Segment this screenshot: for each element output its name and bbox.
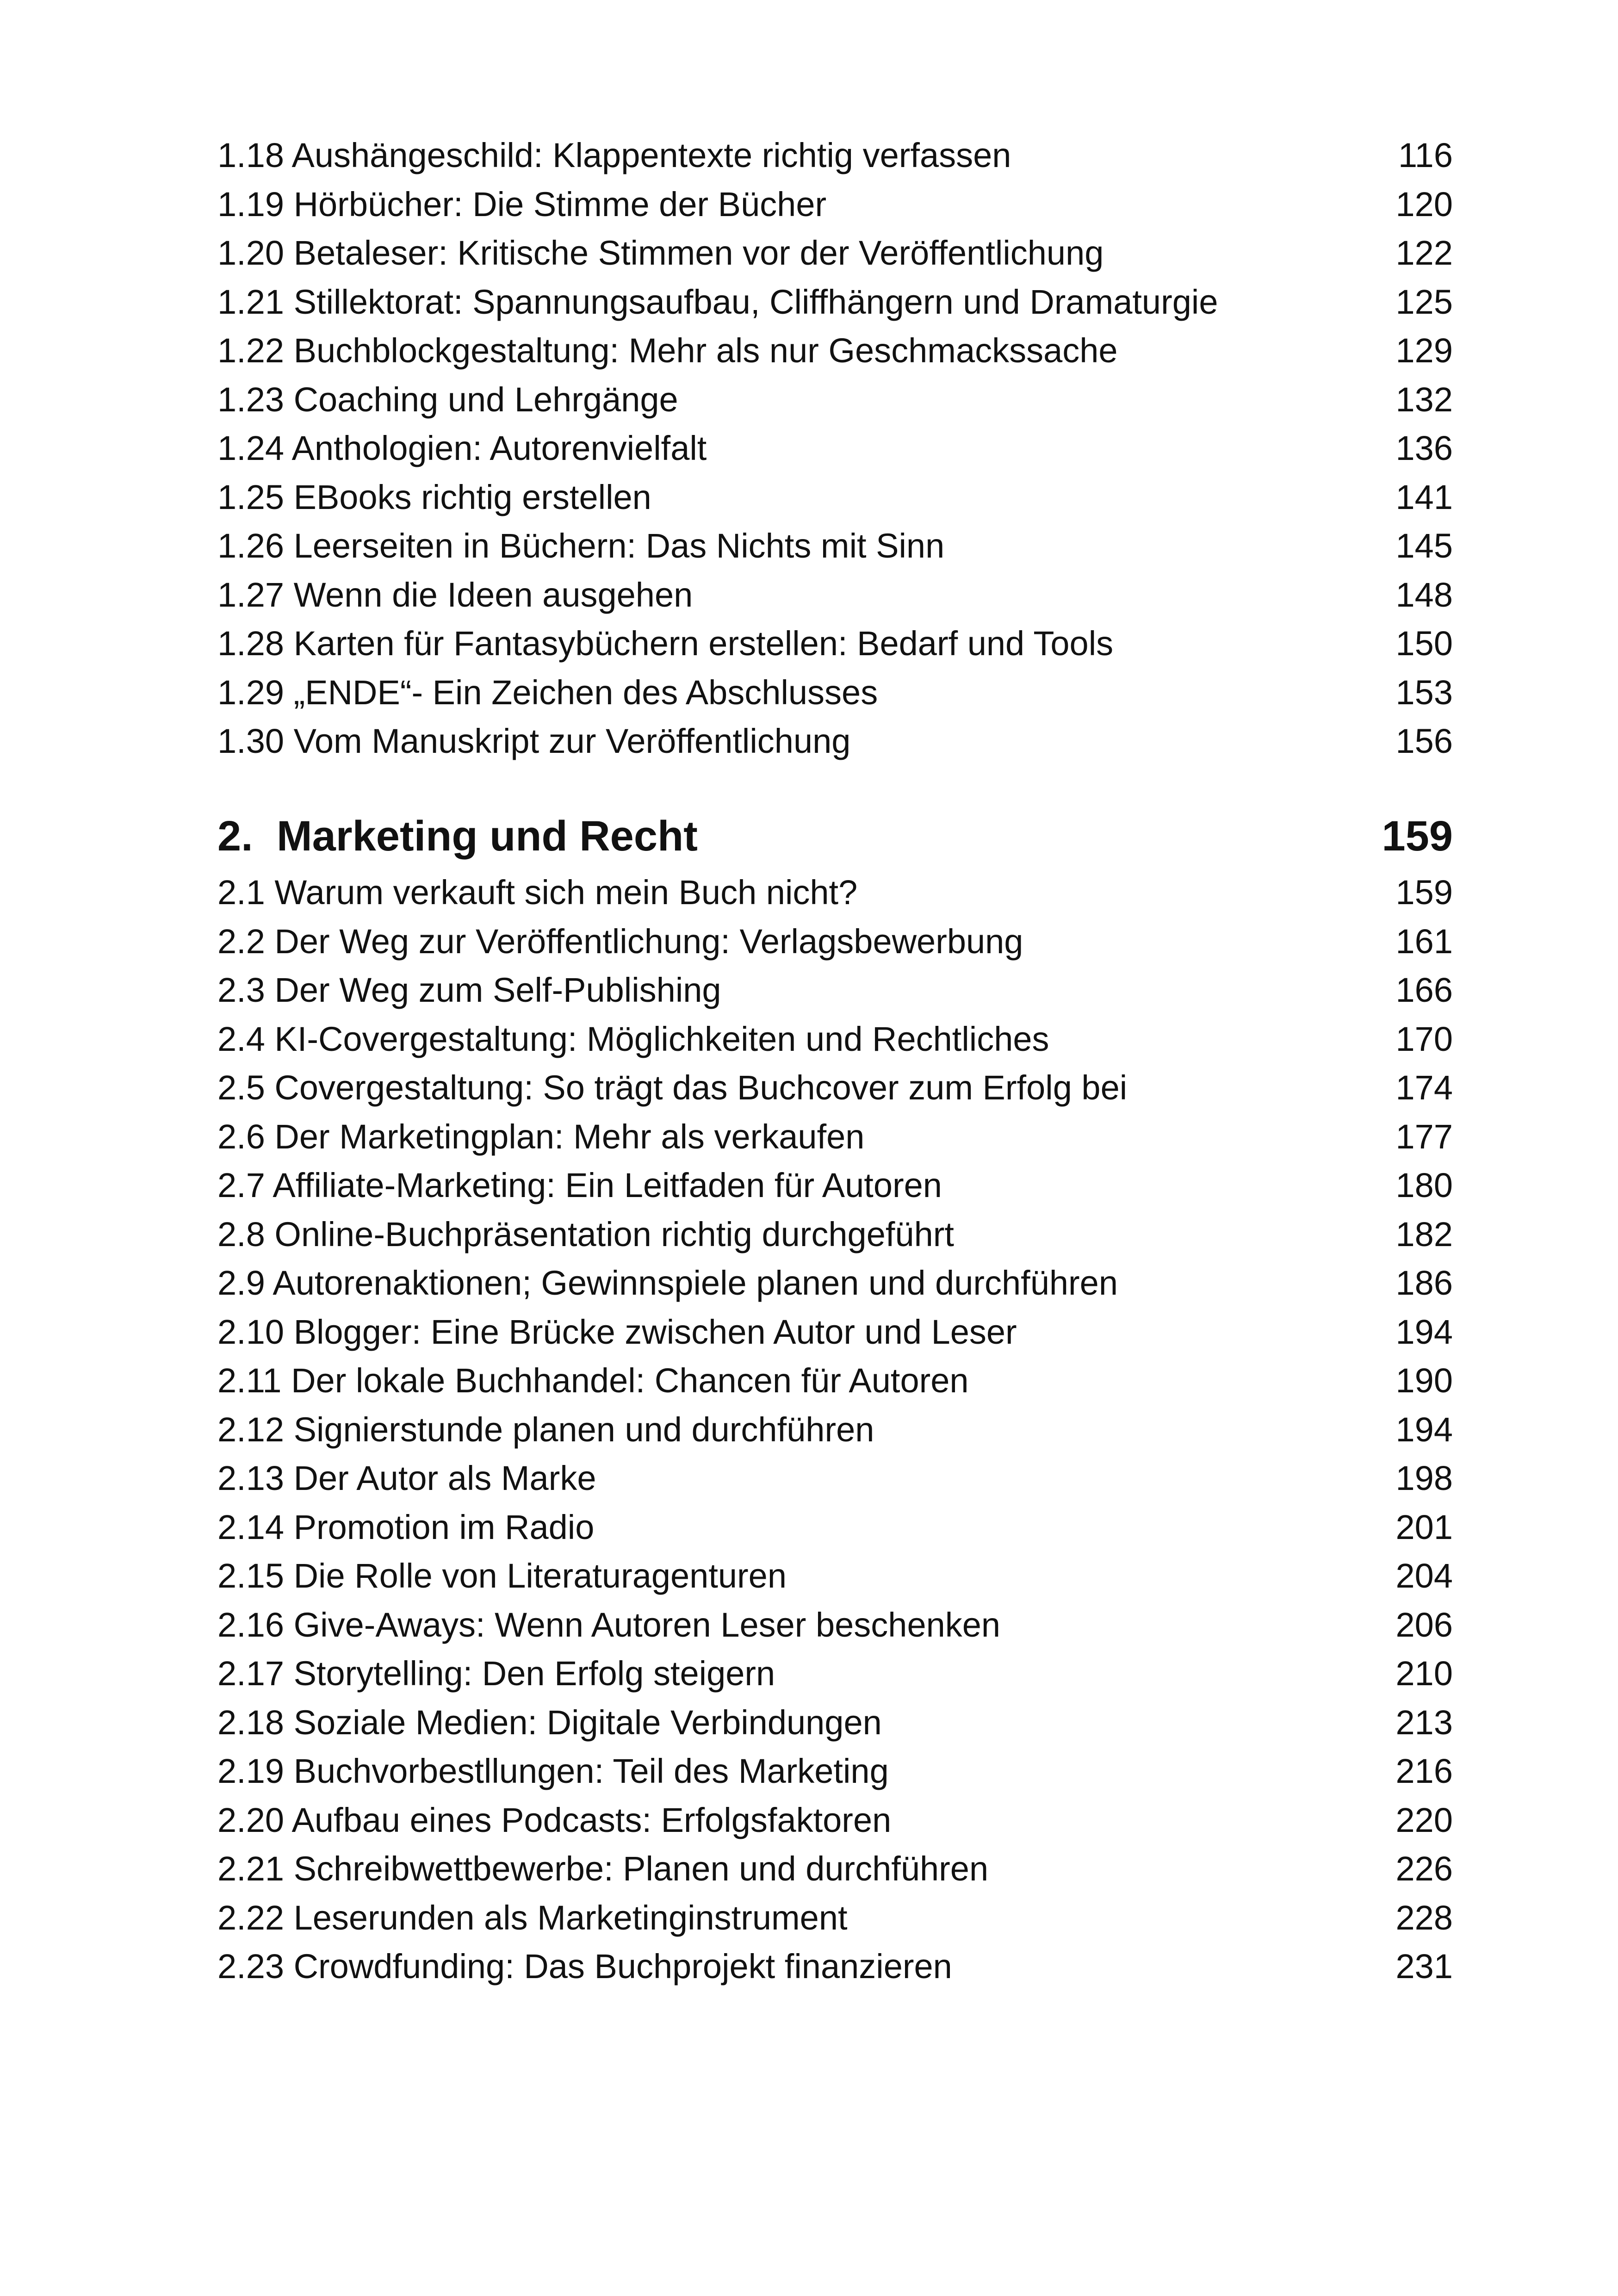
toc-entry-title: 2.1 Warum verkauft sich mein Buch nicht?	[217, 873, 858, 912]
toc-entry-page: 213	[1395, 1703, 1453, 1742]
toc-entry-page: 141	[1395, 478, 1453, 516]
toc-entry	[217, 868, 1453, 917]
toc-section-2-list	[217, 868, 1453, 1991]
toc-entry-page: 198	[1395, 1459, 1453, 1497]
toc-entry-title: 2.10 Blogger: Eine Brücke zwischen Autor und Leser	[217, 1312, 1017, 1351]
chapter-number: 2.	[217, 813, 253, 860]
toc-entry-title: 1.28 Karten für Fantasybüchern erstellen: Bedarf und Tools	[217, 624, 1114, 663]
toc-entry	[217, 521, 1453, 571]
toc-entry	[217, 571, 1453, 620]
toc-entry	[217, 278, 1453, 327]
toc-entry	[217, 619, 1453, 668]
toc-entry-title: 2.2 Der Weg zur Veröffentlichung: Verlagsbewerbung	[217, 922, 1023, 961]
toc-entry-title: 2.18 Soziale Medien: Digitale Verbindungen	[217, 1703, 882, 1742]
toc-entry-title: 2.9 Autorenaktionen; Gewinnspiele planen und durchführen	[217, 1264, 1118, 1302]
toc-entry-title: 2.3 Der Weg zum Self-Publishing	[217, 971, 721, 1009]
toc-entry-title: 1.27 Wenn die Ideen ausgehen	[217, 575, 693, 614]
toc-entry-page: 150	[1395, 624, 1453, 663]
toc-entry-title: 2.22 Leserunden als Marketinginstrument	[217, 1898, 848, 1937]
toc-entry-page: 122	[1395, 234, 1453, 272]
toc-entry	[217, 1259, 1453, 1308]
toc-entry-page: 206	[1395, 1605, 1453, 1644]
toc-entry	[217, 1698, 1453, 1747]
toc-entry-title: 1.26 Leerseiten in Büchern: Das Nichts mit Sinn	[217, 527, 945, 565]
toc-entry-title: 2.21 Schreibwettbewerbe: Planen und durchführen	[217, 1849, 989, 1888]
toc-entry-page: 177	[1395, 1117, 1453, 1156]
toc-entry-page: 148	[1395, 575, 1453, 614]
toc-entry-title: 2.16 Give-Aways: Wenn Autoren Leser beschenken	[217, 1605, 1001, 1644]
toc-entry	[217, 1649, 1453, 1698]
toc-entry-title: 2.4 KI-Covergestaltung: Möglichkeiten und Rechtliches	[217, 1019, 1049, 1058]
toc-entry-page: 174	[1395, 1068, 1453, 1107]
toc-entry-page: 204	[1395, 1557, 1453, 1595]
toc-entry-title: 2.13 Der Autor als Marke	[217, 1459, 596, 1497]
toc-entry-page: 125	[1395, 282, 1453, 321]
toc-entry-page: 180	[1395, 1166, 1453, 1204]
toc-entry-page: 120	[1395, 185, 1453, 223]
toc-entry-page: 194	[1395, 1312, 1453, 1351]
chapter-title: Marketing und Recht	[277, 813, 698, 860]
chapter-page: 159	[1382, 813, 1453, 860]
toc-entry-title: 1.23 Coaching und Lehrgänge	[217, 380, 678, 419]
toc-entry	[217, 1893, 1453, 1942]
toc-entry-title: 2.5 Covergestaltung: So trägt das Buchcover zum Erfolg bei	[217, 1068, 1128, 1107]
chapter-heading	[217, 807, 1453, 865]
toc-entry-title: 2.8 Online-Buchpräsentation richtig durchgeführt	[217, 1215, 954, 1253]
toc-entry-page: 145	[1395, 527, 1453, 565]
toc-entry-title: 2.14 Promotion im Radio	[217, 1508, 595, 1546]
toc-entry-page: 161	[1395, 922, 1453, 961]
toc-entry-page: 216	[1395, 1752, 1453, 1790]
chapter-heading-label	[217, 807, 698, 865]
toc-entry	[217, 1015, 1453, 1064]
toc-entry-title: 1.21 Stillektorat: Spannungsaufbau, Cliffhängern und Dramaturgie	[217, 282, 1218, 321]
toc-entry-page: 231	[1395, 1947, 1453, 1986]
toc-entry	[217, 326, 1453, 375]
toc-entry-title: 2.15 Die Rolle von Literaturagenturen	[217, 1557, 787, 1595]
toc-entry	[217, 1161, 1453, 1210]
toc-entry-title: 1.18 Aushängeschild: Klappentexte richtig verfassen	[217, 136, 1011, 174]
toc-entry-title: 2.7 Affiliate-Marketing: Ein Leitfaden für Autoren	[217, 1166, 942, 1204]
toc-entry-page: 182	[1395, 1215, 1453, 1253]
toc-entry	[217, 1503, 1453, 1552]
toc-entry-page: 190	[1395, 1361, 1453, 1400]
toc-entry-title: 2.19 Buchvorbestllungen: Teil des Marketing	[217, 1752, 889, 1790]
toc-entry-page: 226	[1395, 1849, 1453, 1888]
toc-entry	[217, 1454, 1453, 1503]
toc-entry-title: 1.19 Hörbücher: Die Stimme der Bücher	[217, 185, 827, 223]
toc-entry-page: 153	[1395, 673, 1453, 712]
toc-entry	[217, 1942, 1453, 1991]
toc-entry-title: 1.29 „ENDE“- Ein Zeichen des Abschlusses	[217, 673, 878, 712]
toc-entry	[217, 375, 1453, 424]
toc-entry-title: 1.24 Anthologien: Autorenvielfalt	[217, 429, 707, 467]
toc-entry-page: 170	[1395, 1019, 1453, 1058]
toc-entry-page: 156	[1395, 722, 1453, 760]
toc-entry	[217, 131, 1453, 180]
toc-entry-page: 159	[1395, 873, 1453, 912]
toc-entry-page: 116	[1398, 136, 1453, 174]
toc-entry	[217, 717, 1453, 766]
toc-entry-page: 136	[1395, 429, 1453, 467]
toc-entry-page: 194	[1395, 1410, 1453, 1449]
toc-entry-title: 2.11 Der lokale Buchhandel: Chancen für Autoren	[217, 1361, 969, 1400]
toc-entry-title: 2.6 Der Marketingplan: Mehr als verkaufen	[217, 1117, 865, 1156]
toc-entry	[217, 229, 1453, 278]
toc-entry-title: 1.25 EBooks richtig erstellen	[217, 478, 651, 516]
toc-entry-page: 129	[1395, 331, 1453, 370]
toc-entry	[217, 1308, 1453, 1357]
toc-entry	[217, 1551, 1453, 1601]
toc-entry-page: 220	[1395, 1800, 1453, 1839]
toc-entry	[217, 180, 1453, 229]
toc-entry-page: 228	[1395, 1898, 1453, 1937]
toc-entry-title: 2.17 Storytelling: Den Erfolg steigern	[217, 1654, 775, 1693]
toc-entry-page: 186	[1395, 1264, 1453, 1302]
toc-entry-title: 1.20 Betaleser: Kritische Stimmen vor der Veröffentlichung	[217, 234, 1104, 272]
toc-entry-title: 1.30 Vom Manuskript zur Veröffentlichung	[217, 722, 851, 760]
toc-entry	[217, 1356, 1453, 1405]
toc-entry	[217, 1112, 1453, 1161]
toc-entry-title: 2.12 Signierstunde planen und durchführen	[217, 1410, 874, 1449]
toc-entry-title: 1.22 Buchblockgestaltung: Mehr als nur Geschmackssache	[217, 331, 1118, 370]
toc-entry-page: 132	[1395, 380, 1453, 419]
toc-entry	[217, 1747, 1453, 1796]
toc-entry-title: 2.23 Crowdfunding: Das Buchprojekt finanzieren	[217, 1947, 952, 1986]
toc-entry	[217, 917, 1453, 966]
toc-entry	[217, 966, 1453, 1015]
toc-entry-page: 210	[1395, 1654, 1453, 1693]
toc-entry-title: 2.20 Aufbau eines Podcasts: Erfolgsfaktoren	[217, 1800, 892, 1839]
toc-section-1-list	[217, 131, 1453, 766]
toc-entry	[217, 668, 1453, 717]
toc-entry-page: 166	[1395, 971, 1453, 1009]
toc-entry	[217, 1210, 1453, 1259]
toc-entry	[217, 1844, 1453, 1893]
toc-entry	[217, 424, 1453, 473]
toc-entry-page: 201	[1395, 1508, 1453, 1546]
toc-entry	[217, 473, 1453, 522]
toc-entry	[217, 1601, 1453, 1650]
toc-entry	[217, 1796, 1453, 1845]
toc-entry	[217, 1063, 1453, 1112]
toc-entry	[217, 1405, 1453, 1454]
